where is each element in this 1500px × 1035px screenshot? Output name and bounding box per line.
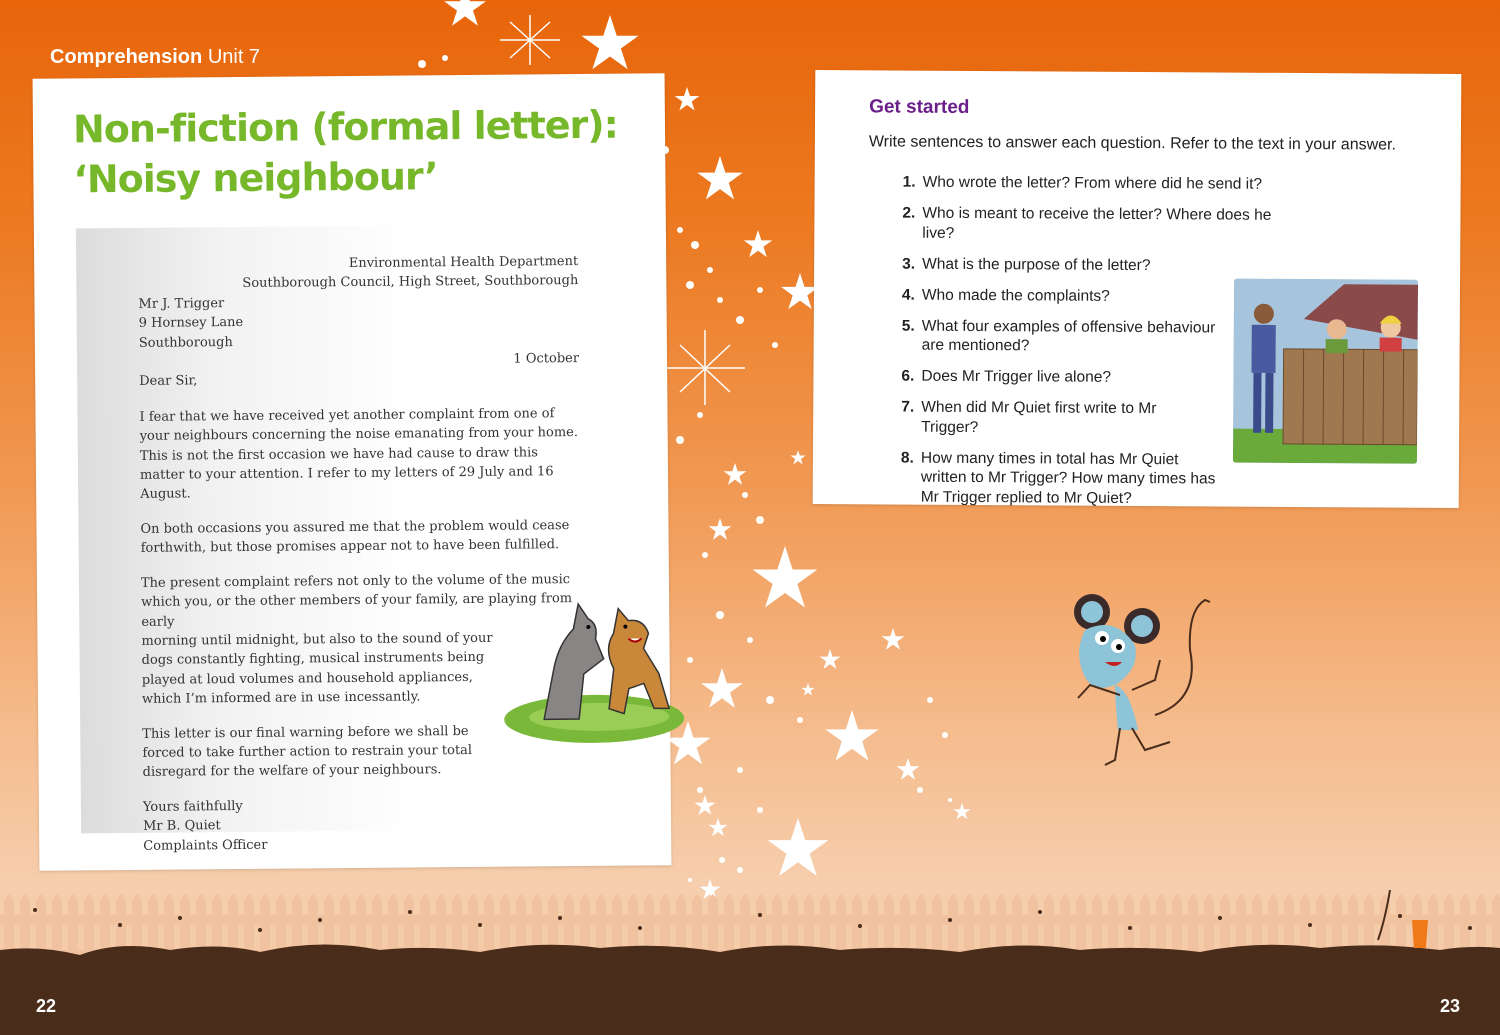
- letter-paragraph-4: This letter is our final warning before we shall be forced to take further action to restrain your total disregard for the welfare of your neighbours.: [142, 723, 473, 781]
- question-number: 4.: [901, 286, 915, 304]
- page-number-left: 22: [36, 996, 57, 1016]
- title-line-1: Non-fiction (formal letter):: [72, 102, 619, 152]
- mouse-character: [1060, 590, 1220, 780]
- instructions: Write sentences to answer each question. Refer to the text in your answer.: [868, 133, 1397, 154]
- sender-line-2: Southborough Council, High Street, Southborough: [242, 273, 579, 292]
- sender-line-1: Environmental Health Department: [348, 254, 579, 272]
- recipient-town: Southborough: [138, 334, 233, 351]
- header-section: Comprehension: [50, 46, 203, 68]
- question-text: What is the purpose of the letter?: [922, 255, 1151, 274]
- get-started-heading: Get started: [869, 96, 970, 118]
- unit-header: [50, 46, 260, 69]
- question-item: [902, 254, 1302, 276]
- question-number: 7.: [901, 398, 915, 416]
- salutation: Dear Sir,: [139, 373, 198, 390]
- question-number: 6.: [901, 367, 915, 385]
- neighbours-drawing: [1233, 279, 1418, 464]
- fighting-dogs-illustration: [503, 588, 694, 750]
- question-item: [902, 204, 1302, 245]
- letter-paragraph-1: I fear that we have received yet another complaint from one of your neighbours concerning the noise emanating from your home. This is not the first occasion we have had cause to draw this matter to your attention. I refer to my letters of 29 July and 16 August.: [139, 406, 579, 503]
- question-text: Who wrote the letter? From where did he send it?: [922, 173, 1263, 193]
- question-number: 1.: [902, 173, 916, 191]
- question-text: Who is meant to receive the letter? Where does he live?: [922, 204, 1272, 242]
- question-text: What four examples of offensive behaviour are mentioned?: [921, 317, 1216, 355]
- recipient-name: Mr J. Trigger: [138, 295, 225, 312]
- header-unit: Unit 7: [207, 46, 261, 68]
- question-item: [903, 173, 1303, 195]
- letter-paragraph-2: On both occasions you assured me that the problem would cease forthwith, but those promises appear not to have been fulfilled.: [140, 517, 570, 557]
- questions-page: [813, 70, 1462, 508]
- letter-paragraph-3-b: morning until midnight, but also to the sound of your dogs constantly fighting, musical instruments being played at loud volumes and household appliances, which I’m informed are in use incessantly.: [141, 630, 493, 707]
- page-title: [73, 100, 619, 205]
- question-number: 2.: [902, 204, 916, 222]
- title-line-2: ‘Noisy neighbour’: [73, 154, 438, 202]
- letter-page: [33, 73, 672, 870]
- letter-paragraph-3-a: The present complaint refers not only to the volume of the music which you, or the other members of your family, are playing from early: [140, 571, 573, 630]
- question-text: Does Mr Trigger live alone?: [921, 367, 1112, 386]
- signature: Mr B. Quiet: [143, 818, 221, 834]
- question-text: Who made the complaints?: [921, 286, 1110, 305]
- fence-and-soil: [0, 890, 1500, 1035]
- question-text: How many times in total has Mr Quiet written to Mr Trigger? How many times has Mr Trigger replied to Mr Quiet?: [920, 449, 1216, 507]
- closing: Yours faithfully: [142, 798, 243, 815]
- question-number: 5.: [901, 317, 915, 335]
- letter-date: 1 October: [513, 351, 580, 367]
- neighbours-illustration: [1233, 279, 1418, 464]
- page-number-right: 23: [1440, 996, 1461, 1016]
- formal-letter: [138, 252, 583, 856]
- question-number: 8.: [900, 449, 914, 467]
- question-text: When did Mr Quiet first write to Mr Trigger?: [921, 398, 1157, 436]
- recipient-street: 9 Hornsey Lane: [138, 315, 244, 332]
- signatory-position: Complaints Officer: [143, 837, 268, 854]
- question-number: 3.: [902, 255, 916, 273]
